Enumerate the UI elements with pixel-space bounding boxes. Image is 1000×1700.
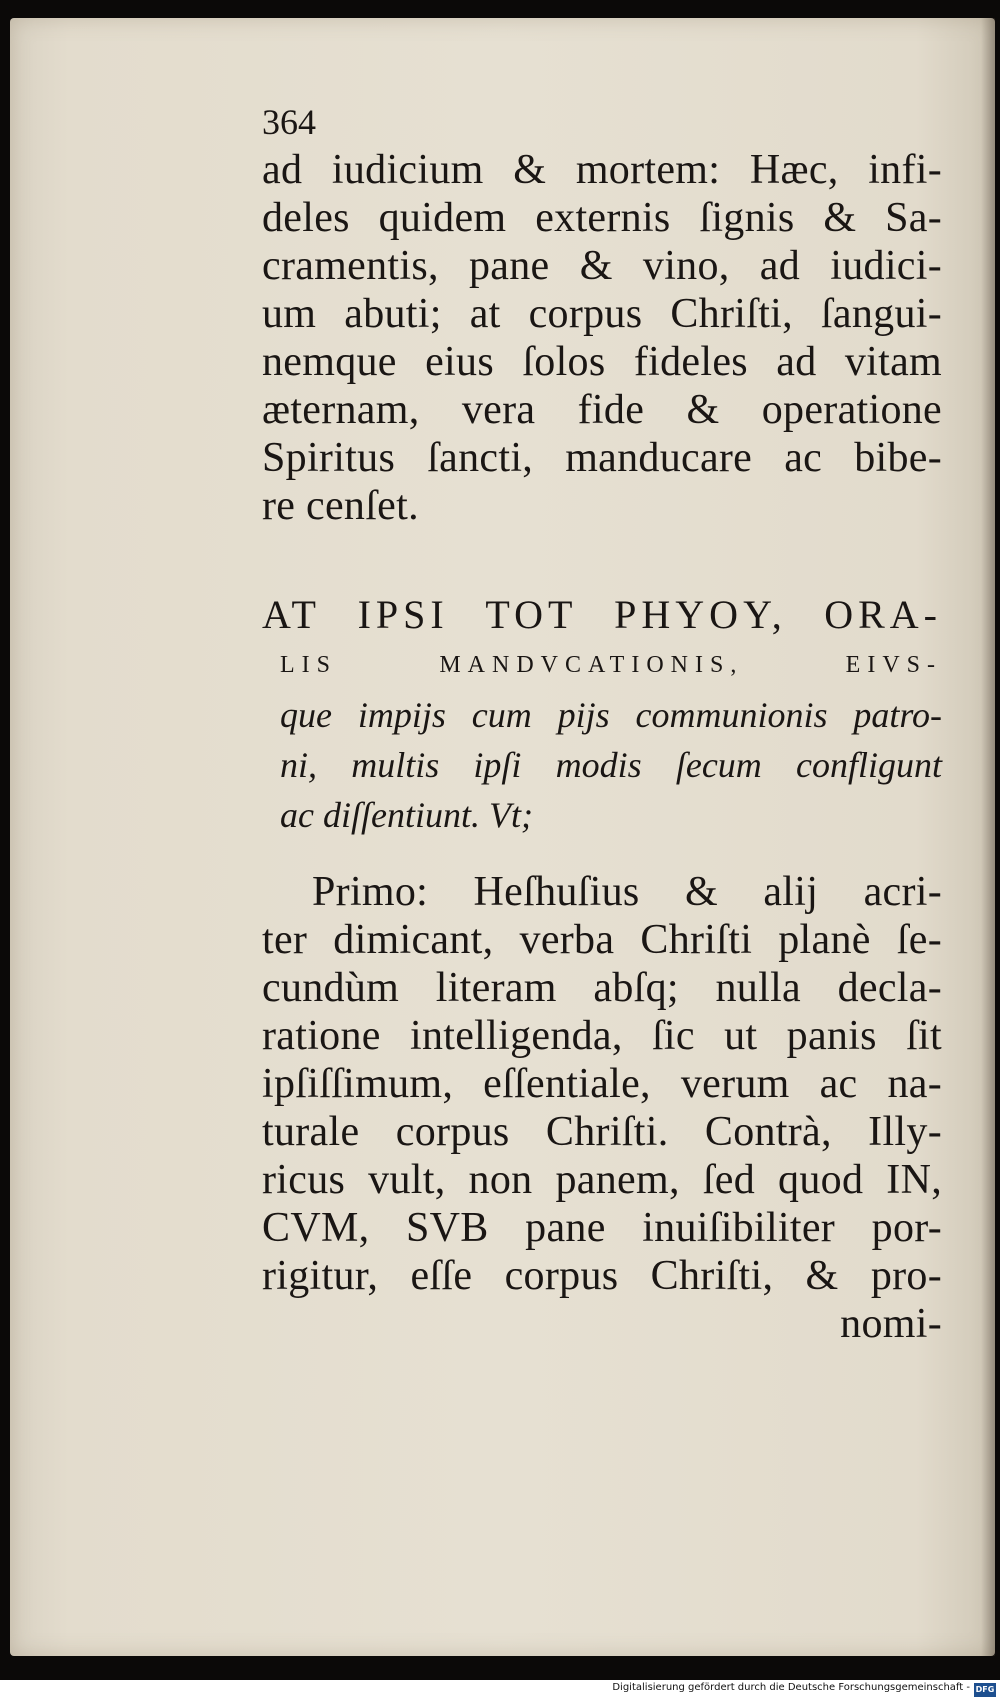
paragraph-2: [262, 868, 942, 1348]
text-line: æternam, vera fide & operatione: [262, 387, 942, 433]
text-line: ter dimicant, verba Chriſti planè ſe-: [262, 917, 942, 963]
heading-line: AT IPSI TOT PHYOY, ORA-: [262, 592, 942, 637]
text-line: CVM, SVB pane inuiſibiliter por-: [262, 1205, 942, 1251]
page-edge-shadow: [981, 18, 995, 1656]
text-line: Spiritus ſancti, manducare ac bibe-: [262, 435, 942, 481]
text-line: um abuti; at corpus Chriſti, ſangui-: [262, 291, 942, 337]
paragraph-1: [262, 146, 942, 530]
italic-line: ni, multis ipſi modis ſecum confligunt: [280, 745, 942, 785]
page-number: 364: [262, 102, 316, 142]
text-line: turale corpus Chriſti. Contrà, Illy-: [262, 1109, 942, 1155]
catchword: nomi-: [840, 1301, 942, 1347]
text-line: rigitur, eſſe corpus Chriſti, & pro-: [262, 1253, 942, 1299]
text-line: cundùm literam abſq; nulla decla-: [262, 965, 942, 1011]
text-line: re cenſet.: [262, 483, 419, 529]
footer-bar: [0, 1680, 1000, 1700]
italic-line: que impijs cum pijs communionis patro-: [280, 695, 942, 735]
text-line: ratione intelligenda, ſic ut panis ſit: [262, 1013, 942, 1059]
text-line: Primo: Heſhuſius & alij acri-: [312, 869, 942, 915]
text-line: nemque eius ſolos fideles ad vitam: [262, 339, 942, 385]
text-line: deles quidem externis ſignis & Sa-: [262, 195, 942, 241]
text-line: ad iudicium & mortem: Hæc, infi-: [262, 147, 942, 193]
italic-line: ac diſſentiunt. Vt;: [280, 795, 533, 835]
text-line: ricus vult, non panem, ſed quod IN,: [262, 1157, 942, 1203]
section-heading: [262, 590, 942, 840]
subheading-line: LIS MANDVCATIONIS, EIVS-: [280, 652, 942, 678]
text-line: ipſiſſimum, eſſentiale, verum ac na-: [262, 1061, 942, 1107]
footer-credit: Digitalisierung gefördert durch die Deutsche Forschungsgemeinschaft -: [612, 1682, 970, 1693]
dfg-logo-icon: DFG: [974, 1683, 996, 1697]
text-line: cramentis, pane & vino, ad iudici-: [262, 243, 942, 289]
